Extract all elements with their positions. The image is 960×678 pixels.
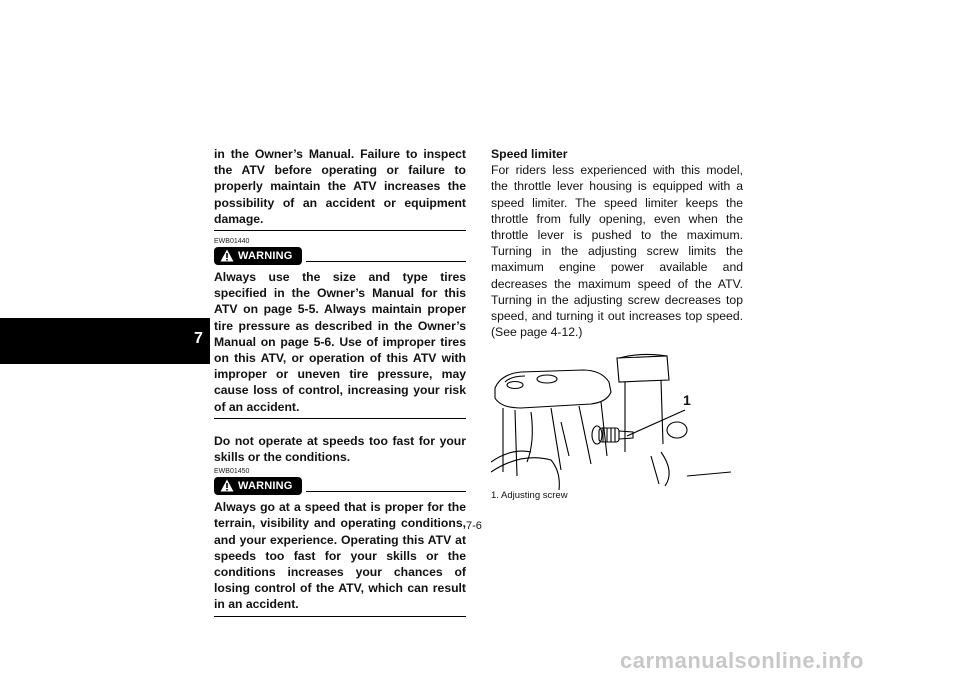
illustration: [491, 352, 731, 492]
warning-code: EWB01440: [214, 238, 250, 246]
warning-label: WARNING: [238, 250, 293, 263]
watermark: carmanualsonline.info: [620, 648, 864, 673]
right-column: [491, 146, 743, 505]
warning-triangle-icon: [220, 249, 234, 262]
warning-rule: [306, 491, 466, 492]
chapter-number: 7: [194, 330, 203, 347]
warning-label: WARNING: [238, 480, 293, 493]
left-column: [214, 146, 466, 617]
warning-header: [214, 477, 466, 496]
intro-text: in the Owner’s Manual. Failure to inspect the ATV before operating or failure to properly maintain the ATV increases the possibility of an accident or equipment damage.: [214, 147, 466, 226]
page-number: 7-6: [466, 520, 482, 532]
warning-header: [214, 247, 466, 266]
figure-callout: 1: [683, 392, 691, 409]
section-heading: Speed limiter: [491, 147, 568, 161]
warning-text: Always use the size and type tires specified in the Owner’s Manual for this ATV on page 5-5. Always maintain proper tire pressure as described in the Owner’s Manual on page 5-6. Use of improper tires on this ATV, or operation of this ATV with improper or uneven tire pressure, may cause loss of control, increasing your risk of an accident.: [214, 270, 466, 414]
body-text: For riders less experienced with this model, the throttle lever housing is equipped with a speed limiter. The speed limiter keeps the throttle from fully opening, even when the throttle lever is pushed to the maximum. Turning in the adjusting screw limits the maximum engine power available and decreases the maximum speed of the ATV. Turning in the adjusting screw decreases top speed, and turning it out increases top speed. (See page 4-12.): [491, 163, 743, 340]
divider: [214, 418, 466, 419]
warning-rule: [306, 261, 466, 262]
divider: [214, 230, 466, 231]
chapter-tab: [0, 318, 210, 364]
warning-triangle-icon: [220, 479, 234, 492]
divider: [214, 616, 466, 617]
warning-badge: [214, 247, 302, 265]
warning-badge: [214, 477, 302, 495]
figure-caption: 1. Adjusting screw: [491, 490, 568, 502]
section-heading: Do not operate at speeds too fast for your skills or the conditions.: [214, 433, 466, 465]
warning-code: EWB01450: [214, 468, 250, 476]
warning-text: Always go at a speed that is proper for the terrain, visibility and operating conditions, and your experience. Operating this ATV at speeds too fast for your skills or the conditions increases your chances of losing control of the ATV, which can result in an accident.: [214, 500, 466, 612]
adjusting-screw-illustration: [491, 352, 731, 492]
